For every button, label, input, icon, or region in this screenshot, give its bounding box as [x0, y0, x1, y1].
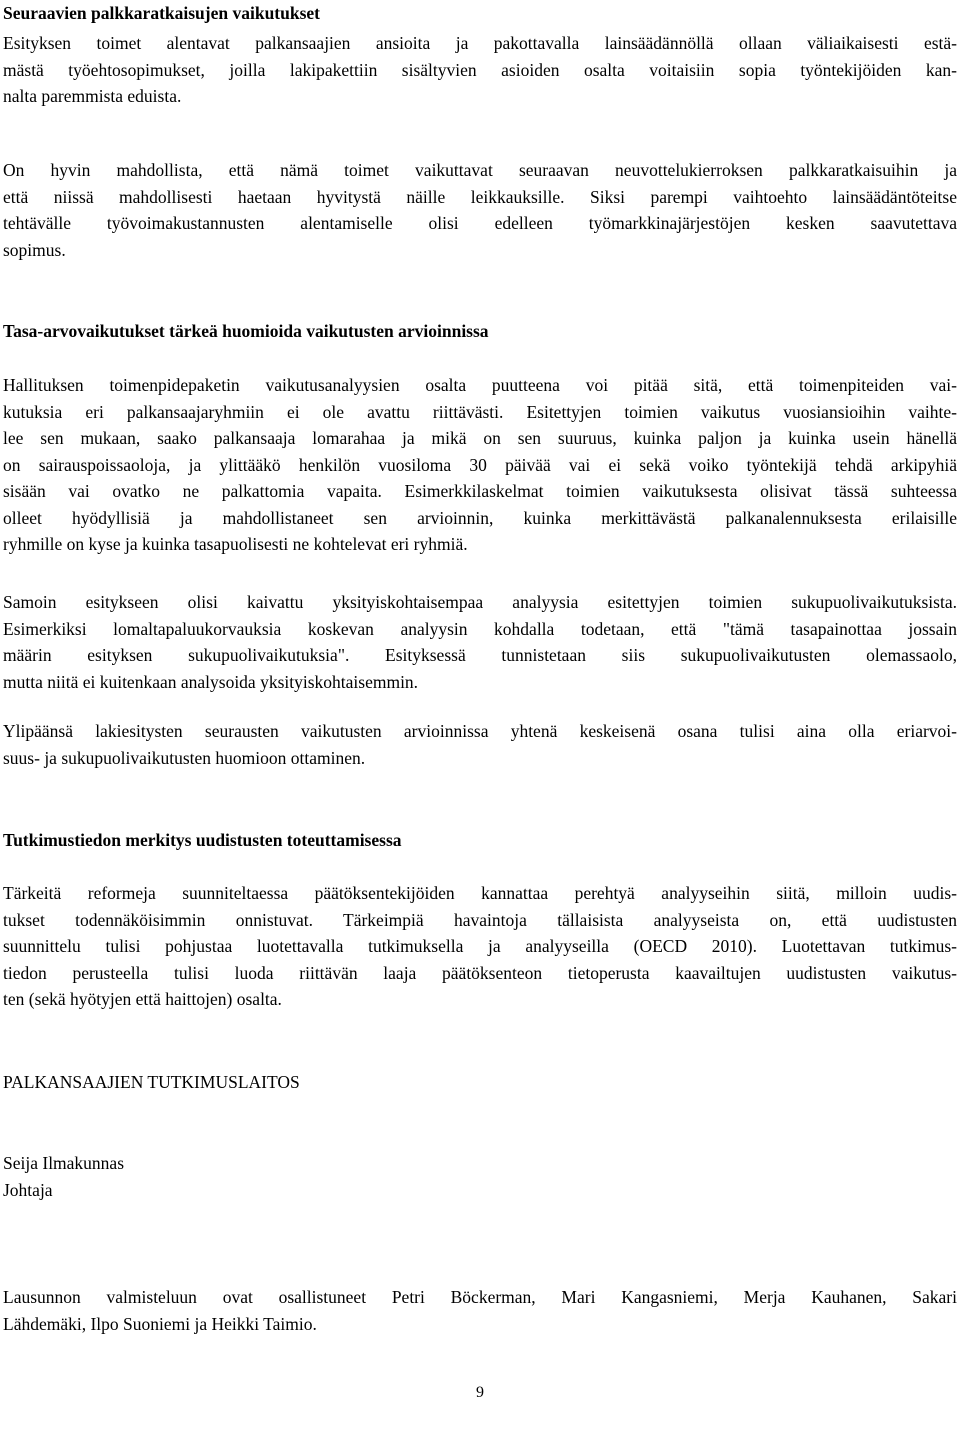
text-line: Tärkeitä reformeja suunniteltaessa päätöksentekijöiden kannattaa perehtyä analyyseihin siitä, milloin uudis- [3, 883, 957, 903]
section-heading: Tasa-arvovaikutukset tärkeä huomioida vaikutusten arvioinnissa [3, 321, 489, 341]
text-line: tiedon perusteella tulisi luoda riittävän laaja päätöksenteon tietoperusta kaavailtujen uudistusten vaikutus- [3, 962, 957, 983]
page-number: 9 [476, 1384, 484, 1401]
paragraph [3, 372, 957, 558]
section-heading: Seuraavien palkkaratkaisujen vaikutukset [3, 3, 321, 23]
text-line: lee sen mukaan, saako palkansaaja lomarahaa ja mikä on sen suuruus, kuinka paljon ja kuinka usein hänellä [3, 428, 957, 448]
text-line: suunnittelu tulisi pohjustaa luotettavalla tutkimuksella ja analyyseilla (OECD 2010). Luotettavan tutkimus- [3, 936, 957, 956]
organization-name: PALKANSAAJIEN TUTKIMUSLAITOS [3, 1072, 300, 1092]
text-line: Ylipäänsä lakiesitysten seurausten vaikutusten arvioinnissa yhtenä keskeisenä osana tulisi aina olla eriarvoi- [3, 721, 957, 741]
text-line: Esityksen toimet alentavat palkansaajien ansioita ja pakottavalla lainsäädännöllä ollaan väliaikaisesti estä- [3, 33, 957, 53]
text-line: on sairauspoissaoloja, ja ylittääkö henkilön vuosiloma 30 päivää vai ei sekä voiko työntekijä tehdä arkipyhiä [3, 454, 957, 475]
text-line: mutta niitä ei kuitenkaan analysoida yksityiskohtaisemmin. [3, 671, 419, 692]
text-line: sisään vai ovatko ne palkattomia vapaita. Esimerkkilaskelmat toimien vaikutuksesta olisivat tässä suhteessa [3, 481, 957, 501]
paragraph [3, 718, 957, 771]
text-line: Esimerkiksi lomaltapaluukorvauksia koskevan analyysin kohdalla todetaan, että "tämä tasapainottaa jossain [3, 618, 957, 639]
text-line: olleet hyödyllisiä ja mahdollistaneet sen arvioinnin, kuinka merkittävästä palkanalennuksesta erilaisille [3, 507, 957, 528]
text-line: ten (sekä hyötyjen että haittojen) osalta. [3, 989, 282, 1009]
paragraph [3, 589, 957, 695]
text-line: Lausunnon valmisteluun ovat osallistuneet Petri Böckerman, Mari Kangasniemi, Merja Kauhanen, Sakari [3, 1287, 957, 1307]
text-line: sopimus. [3, 239, 66, 260]
text-line: Lähdemäki, Ilpo Suoniemi ja Heikki Taimio. [3, 1313, 317, 1334]
text-line: On hyvin mahdollista, että nämä toimet vaikuttavat seuraavan neuvottelukierroksen palkkaratkaisuihin ja [3, 160, 957, 180]
text-line: Samoin esitykseen olisi kaivattu yksityiskohtaisempaa analyysia esitettyjen toimien sukupuolivaikutuksista. [3, 592, 957, 612]
paragraph [3, 880, 957, 1013]
text-line: tehtävälle työvoimakustannusten alentamiselle olisi edelleen työmarkkinajärjestöjen kesken saavutettava [3, 213, 957, 233]
text-line: määrin esityksen sukupuolivaikutuksia". Esityksessä tunnistetaan siis sukupuolivaikutusten olemassaolo, [3, 645, 957, 665]
paragraph [3, 30, 957, 110]
section-heading: Tutkimustiedon merkitys uudistusten toteuttamisessa [3, 830, 402, 850]
signer-name: Seija Ilmakunnas [3, 1153, 125, 1173]
text-line: tukset todennäköisimmin onnistuvat. Tärkeimpiä havaintoja tällaisista analyyseista on, että uudistusten [3, 909, 957, 930]
signer-role: Johtaja [3, 1180, 53, 1200]
text-line: kutuksia eri palkansaajaryhmiin ei ole avattu riittävästi. Esitettyjen toimien vaikutus vuosiansioihin vaihte- [3, 401, 957, 422]
contributors-paragraph [3, 1284, 957, 1337]
text-line: mästä työehtosopimukset, joilla lakipakettiin sisältyvien asioiden osalta voitaisiin sopia työntekijöiden kan- [3, 59, 957, 80]
paragraph [3, 157, 957, 263]
text-line: ryhmille on kyse ja kuinka tasapuolisesti ne kohtelevat eri ryhmiä. [3, 534, 468, 554]
text-line: Hallituksen toimenpidepaketin vaikutusanalyysien osalta puutteena voi pitää sitä, että toimenpiteiden vai- [3, 375, 957, 395]
text-line: suus- ja sukupuolivaikutusten huomioon ottaminen. [3, 747, 366, 768]
text-line: nalta paremmista eduista. [3, 86, 182, 106]
text-line: että niissä mahdollisesti haetaan hyvitystä näille leikkauksille. Siksi parempi vaihtoehto lainsäädäntöteitse [3, 186, 957, 207]
